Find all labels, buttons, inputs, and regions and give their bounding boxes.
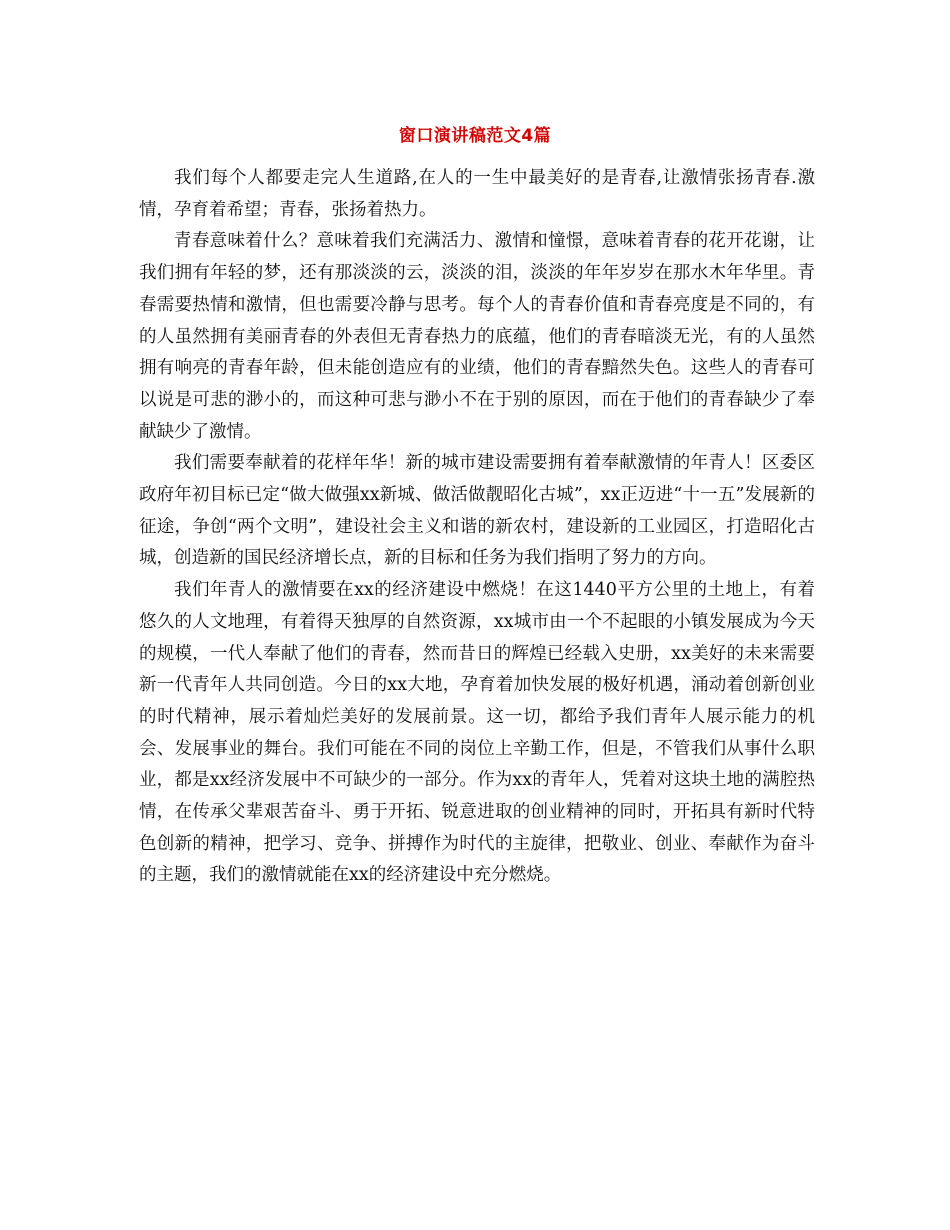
paragraph: 我们年青人的激情要在xx的经济建设中燃烧！在这1440平方公里的土地上，有着悠久的人文地理，有着得天独厚的自然资源，xx城市由一个不起眼的小镇发展成为今天的规模，一代人奉献了他们的青春，然而昔日的辉煌已经载入史册，xx美好的未来需要新一代青年人共同创造。今日的xx大地，孕育着加快发展的极好机遇，涌动着创新创业的时代精神，展示着灿烂美好的发展前景。这一切，都给予我们青年人展示能力的机会、发展事业的舞台。我们可能在不同的岗位上辛勤工作，但是，不管我们从事什么职业，都是xx经济发展中不可缺少的一部分。作为xx的青年人，凭着对这块土地的满腔热情，在传承父辈艰苦奋斗、勇于开拓、锐意进取的创业精神的同时，开拓具有新时代特色创新的精神，把学习、竞争、拼搏作为时代的主旋律，把敬业、创业、奉献作为奋斗的主题，我们的激情就能在xx的经济建设中充分燃烧。 xyxy=(139,580,815,886)
document-title: 窗口演讲稿范文4篇 xyxy=(398,126,552,146)
paragraph: 我们需要奉献着的花样年华！新的城市建设需要拥有着奉献激情的年青人！区委区政府年初目标已定“做大做强xx新城、做活做靓昭化古城”，xx正迈进“十一五”发展新的征途，争创“两个文明”，建设社会主义和谐的新农村，建设新的工业园区，打造昭化古城，创造新的国民经济增长点，新的目标和任务为我们指明了努力的方向。 xyxy=(139,453,815,569)
paragraph: 青春意味着什么？意味着我们充满活力、激情和憧憬，意味着青春的花开花谢，让我们拥有年轻的梦，还有那淡淡的云，淡淡的泪，淡淡的年年岁岁在那水木年华里。青春需要热情和激情，但也需要冷静与思考。每个人的青春价值和青春亮度是不同的，有的人虽然拥有美丽青春的外表但无青春热力的底蕴，他们的青春暗淡无光，有的人虽然拥有响亮的青春年龄，但未能创造应有的业绩，他们的青春黯然失色。这些人的青春可以说是可悲的渺小的，而这种可悲与渺小不在于别的原因，而在于他们的青春缺少了奉献缺少了激情。 xyxy=(139,231,815,442)
document-body xyxy=(139,163,815,892)
paragraph: 我们每个人都要走完人生道路,在人的一生中最美好的是青春,让激情张扬青春.激情，孕育着希望；青春，张扬着热力。 xyxy=(139,168,815,220)
